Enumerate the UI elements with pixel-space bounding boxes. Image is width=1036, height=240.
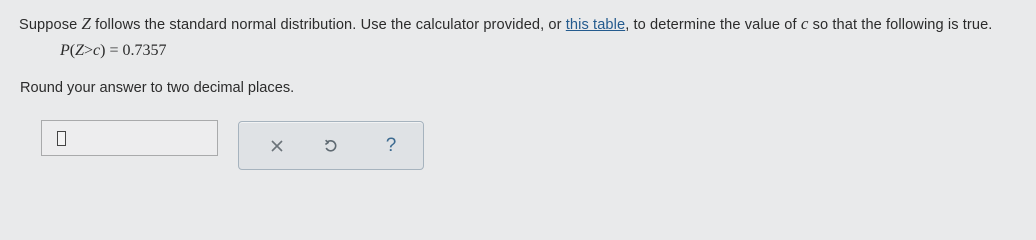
probability-equation (60, 42, 167, 60)
table-link[interactable]: this table (565, 17, 626, 33)
question-text (19, 14, 992, 34)
undo-icon (323, 138, 339, 154)
equation-z: Z (75, 42, 85, 59)
clear-button[interactable] (253, 122, 301, 169)
question-text-part: , to determine the value of (625, 17, 801, 33)
equation-open-paren: ( (69, 42, 76, 59)
equation-greater-than: > (84, 42, 94, 59)
equation-equals: = (105, 42, 123, 59)
rounding-instruction: Round your answer to two decimal places. (20, 80, 295, 96)
input-cursor (57, 131, 66, 146)
equation-c: c (93, 42, 101, 59)
x-icon (270, 139, 284, 153)
question-text-part: Suppose (19, 17, 82, 33)
variable-c: c (800, 14, 809, 33)
equation-close-paren: ) (100, 42, 106, 59)
question-text-part: follows the standard normal distribution. Use the calculator provided, or (91, 17, 566, 33)
help-icon: ? (385, 134, 397, 156)
equation-value: 0.7357 (122, 42, 167, 59)
answer-toolbar (238, 121, 424, 170)
variable-z: Z (81, 14, 92, 33)
help-button[interactable] (367, 122, 415, 169)
question-text-part: so that the following is true. (808, 17, 993, 33)
equation-p: P (60, 42, 70, 59)
undo-button[interactable] (307, 122, 355, 169)
answer-input[interactable] (41, 120, 218, 156)
